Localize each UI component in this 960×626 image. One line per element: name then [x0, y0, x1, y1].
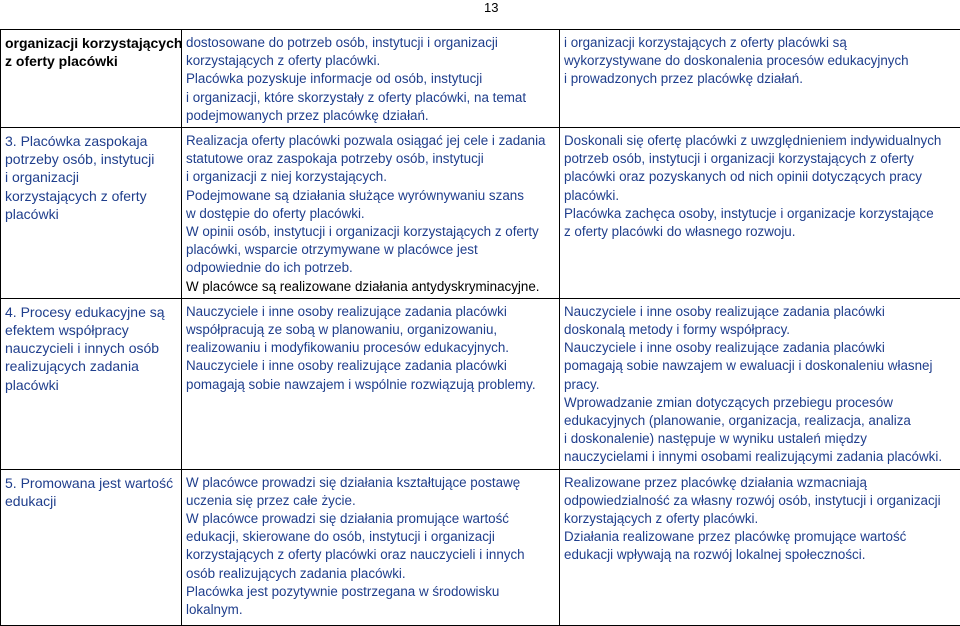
- area-line: 5. Promowana jest wartość: [5, 474, 177, 492]
- basic-level-cell: [182, 30, 560, 128]
- area-line: placówki: [5, 376, 177, 394]
- area-line: edukacji: [5, 492, 177, 510]
- text-line: Placówka jest pozytywnie postrzegana w środowisku: [186, 583, 555, 601]
- text-line: edukacji, skierowane do osób, instytucji i organizacji: [186, 528, 555, 546]
- text-line: placówki, wsparcie otrzymywane w placówce jest: [186, 241, 555, 259]
- table-row: [1, 128, 960, 299]
- text-line: W placówce prowadzi się działania kształtujące postawę: [186, 474, 555, 492]
- text-line: edukacji wpływają na rozwój lokalnej społeczności.: [564, 546, 956, 564]
- area-line: z oferty placówki: [5, 52, 177, 70]
- text-line: uczenia się przez całe życie.: [186, 492, 555, 510]
- text-line: potrzeb osób, instytucji i organizacji korzystających z oferty: [564, 150, 956, 168]
- text-line: i doskonalenie) następuje w wyniku ustaleń między: [564, 430, 956, 448]
- text-line: odpowiedzialność za własny rozwój osób, instytucji i organizacji: [564, 492, 956, 510]
- text-line: Nauczyciele i inne osoby realizujące zadania placówki: [186, 303, 555, 321]
- text-line: Realizacja oferty placówki pozwala osiągać jej cele i zadania: [186, 132, 555, 150]
- area-cell: [1, 30, 182, 128]
- text-line: realizowaniu i modyfikowaniu procesów edukacyjnych.: [186, 339, 555, 357]
- text-line: w dostępie do oferty placówki.: [186, 205, 555, 223]
- text-line: i organizacji korzystających z oferty placówki są: [564, 34, 956, 52]
- basic-level-cell: [182, 469, 560, 625]
- text-line: osób realizujących zadania placówki.: [186, 565, 555, 583]
- text-line: W placówce są realizowane działania antydyskryminacyjne.: [186, 278, 555, 296]
- text-line: współpracują ze sobą w planowaniu, organizowaniu,: [186, 321, 555, 339]
- text-line: W opinii osób, instytucji i organizacji korzystających z oferty: [186, 223, 555, 241]
- text-line: placówki.: [564, 187, 956, 205]
- area-line: i organizacji: [5, 168, 177, 186]
- requirements-table: [0, 29, 960, 626]
- text-line: Nauczyciele i inne osoby realizujące zadania placówki: [564, 339, 956, 357]
- area-cell: [1, 298, 182, 469]
- text-line: korzystających z oferty placówki.: [564, 510, 956, 528]
- text-line: Nauczyciele i inne osoby realizujące zadania placówki: [186, 357, 555, 375]
- text-line: Realizowane przez placówkę działania wzmacniają: [564, 474, 956, 492]
- text-line: i prowadzonych przez placówkę działań.: [564, 70, 956, 88]
- high-level-cell: [560, 30, 960, 128]
- text-line: Wprowadzanie zmian dotyczących przebiegu procesów: [564, 394, 956, 412]
- high-level-cell: [560, 128, 960, 299]
- text-line: Doskonali się ofertę placówki z uwzględnieniem indywidualnych: [564, 132, 956, 150]
- text-line: placówki oraz pozyskanych od nich opinii dotyczących pracy: [564, 168, 956, 186]
- text-line: i organizacji z niej korzystających.: [186, 168, 555, 186]
- area-cell: [1, 128, 182, 299]
- text-line: Placówka pozyskuje informacje od osób, instytucji: [186, 70, 555, 88]
- table-row: [1, 469, 960, 625]
- text-line: statutowe oraz zaspokaja potrzeby osób, instytucji: [186, 150, 555, 168]
- text-line: Placówka zachęca osoby, instytucje i organizacje korzystające: [564, 205, 956, 223]
- area-line: korzystających z oferty: [5, 187, 177, 205]
- page-number: 13: [484, 0, 498, 15]
- area-line: efektem współpracy: [5, 321, 177, 339]
- text-line: i organizacji, które skorzystały z oferty placówki, na temat: [186, 89, 555, 107]
- text-line: Działania realizowane przez placówkę promujące wartość: [564, 528, 956, 546]
- text-line: odpowiednie do ich potrzeb.: [186, 259, 555, 277]
- text-line: pomagają sobie nawzajem w ewaluacji i doskonaleniu własnej: [564, 357, 956, 375]
- text-line: nauczycielami i innymi osobami realizującymi zadania placówki.: [564, 448, 956, 466]
- high-level-cell: [560, 298, 960, 469]
- text-line: Nauczyciele i inne osoby realizujące zadania placówki: [564, 303, 956, 321]
- text-line: edukacyjnych (planowanie, organizacja, realizacja, analiza: [564, 412, 956, 430]
- text-line: dostosowane do potrzeb osób, instytucji i organizacji: [186, 34, 555, 52]
- table-row: [1, 30, 960, 128]
- area-line: nauczycieli i innych osób: [5, 339, 177, 357]
- area-line: 4. Procesy edukacyjne są: [5, 303, 177, 321]
- table-row: [1, 298, 960, 469]
- text-line: doskonalą metody i formy współpracy.: [564, 321, 956, 339]
- area-line: realizujących zadania: [5, 357, 177, 375]
- text-line: korzystających z oferty placówki oraz nauczycieli i innych: [186, 546, 555, 564]
- area-cell: [1, 469, 182, 625]
- area-line: organizacji korzystających: [5, 34, 177, 52]
- basic-level-cell: [182, 128, 560, 299]
- text-line: pracy.: [564, 376, 956, 394]
- area-line: 3. Placówka zaspokaja: [5, 132, 177, 150]
- area-line: placówki: [5, 205, 177, 223]
- text-line: pomagają sobie nawzajem i wspólnie rozwiązują problemy.: [186, 376, 555, 394]
- basic-level-cell: [182, 298, 560, 469]
- text-line: podejmowanych przez placówkę działań.: [186, 107, 555, 125]
- text-line: Podejmowane są działania służące wyrównywaniu szans: [186, 187, 555, 205]
- text-line: z oferty placówki do własnego rozwoju.: [564, 223, 956, 241]
- text-line: W placówce prowadzi się działania promujące wartość: [186, 510, 555, 528]
- high-level-cell: [560, 469, 960, 625]
- text-line: wykorzystywane do doskonalenia procesów edukacyjnych: [564, 52, 956, 70]
- area-line: potrzeby osób, instytucji: [5, 150, 177, 168]
- text-line: korzystających z oferty placówki.: [186, 52, 555, 70]
- text-line: lokalnym.: [186, 601, 555, 619]
